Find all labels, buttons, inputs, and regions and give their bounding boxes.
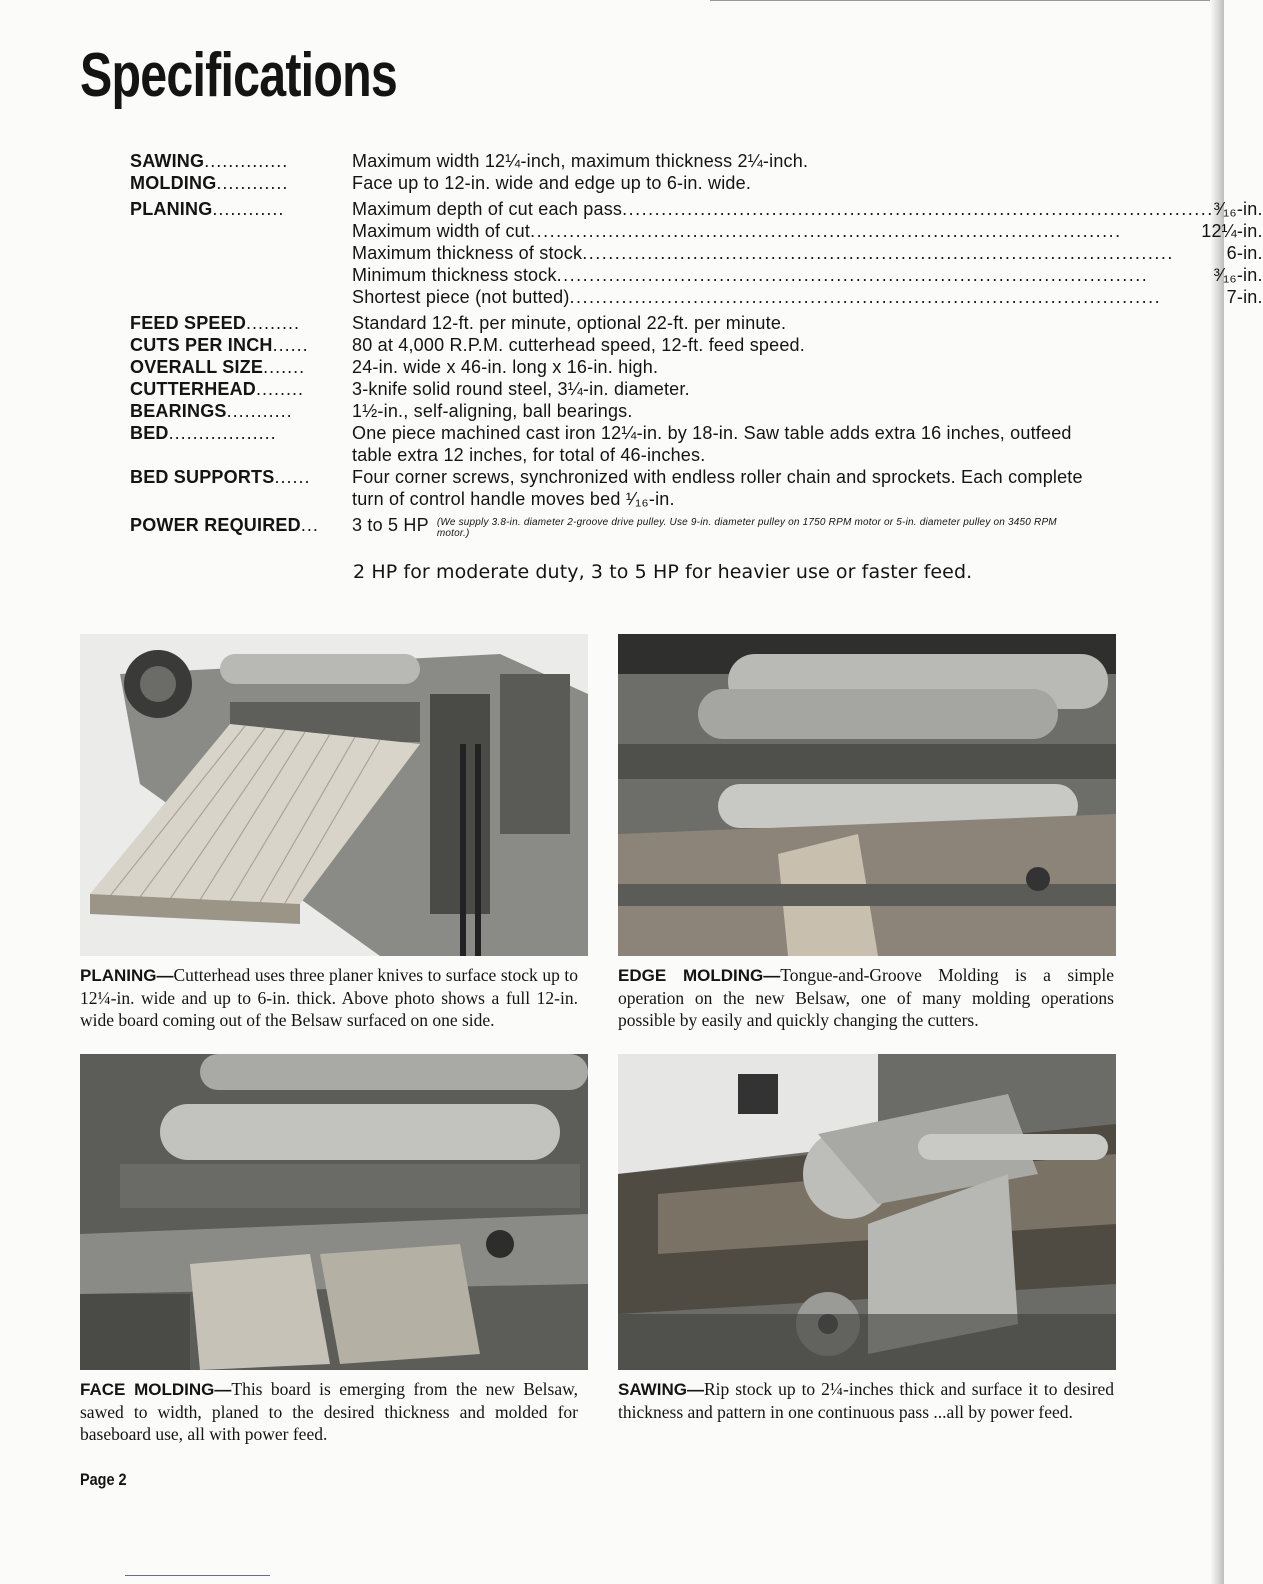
spec-row-sawing xyxy=(130,150,1090,172)
spec-value: Maximum width 12¼-inch, maximum thickness 2¼-inch. xyxy=(352,151,809,171)
leader-dots: ............ xyxy=(212,199,285,219)
caption-edge-molding xyxy=(618,964,1114,1031)
photo-edge-molding xyxy=(618,634,1116,956)
spec-label: BEARINGS xyxy=(130,401,227,421)
leader-dots: ........ xyxy=(256,379,305,399)
spec-row-power-required xyxy=(130,514,1090,539)
caption-planing xyxy=(80,964,578,1031)
spec-label: CUTTERHEAD xyxy=(130,379,256,399)
spec-value: Face up to 12-in. wide and edge up to 6-in. wide. xyxy=(352,173,752,193)
spec-label: CUTS PER INCH xyxy=(130,335,273,355)
spec-label: BED xyxy=(130,423,169,443)
spec-value: Four corner screws, synchronized with endless roller chain and sprockets. Each complete turn of control handle moves bed ¹⁄₁₆-in. xyxy=(352,467,1083,509)
spec-value: 1½-in., self-aligning, ball bearings. xyxy=(352,401,633,421)
caption-lead: FACE MOLDING— xyxy=(80,1380,232,1399)
leader-dots: ....... xyxy=(263,357,306,377)
leader-dots: ........... xyxy=(226,401,293,421)
caption-text: This board is emerging from the new Belsaw, sawed to width, planed to the desired thickness and molded for baseboard use, all with power feed. xyxy=(80,1379,578,1444)
spec-list xyxy=(130,150,1263,539)
leader-dots: .............. xyxy=(204,151,289,171)
page-title: Specifications xyxy=(80,41,397,110)
spec-row-bed-supports xyxy=(130,466,1090,510)
leader-dots: ... xyxy=(300,515,319,535)
spec-row-cuts-per-inch xyxy=(130,334,1090,356)
spec-label: MOLDING xyxy=(130,173,217,193)
spec-row-overall-size xyxy=(130,356,1090,378)
spec-value: 3-knife solid round steel, 3¼-in. diameter. xyxy=(352,379,690,399)
spec-row-molding xyxy=(130,172,1090,194)
caption-lead: SAWING— xyxy=(618,1380,704,1399)
caption-face-molding xyxy=(80,1378,578,1445)
spec-label: SAWING xyxy=(130,151,205,171)
caption-lead: PLANING— xyxy=(80,966,174,985)
leader-dots: ............ xyxy=(216,173,289,193)
caption-text: Rip stock up to 2¼-inches thick and surface it to desired thickness and pattern in one continuous pass ...all by power feed. xyxy=(618,1379,1114,1422)
spec-row-planing xyxy=(130,198,1263,308)
spec-value: 24-in. wide x 46-in. long x 16-in. high. xyxy=(352,357,659,377)
spec-label: PLANING xyxy=(130,199,213,219)
duty-line: 2 HP for moderate duty, 3 to 5 HP for heavier use or faster feed. xyxy=(353,561,973,583)
planing-item: Maximum thickness of stock ........................................................................................... 6-in. xyxy=(352,243,1263,263)
spec-value: 80 at 4,000 R.P.M. cutterhead speed, 12-ft. feed speed. xyxy=(352,335,805,355)
spec-value: Standard 12-ft. per minute, optional 22-ft. per minute. xyxy=(352,313,787,333)
spec-label: POWER REQUIRED xyxy=(130,515,301,535)
planing-item: Maximum width of cut ........................................................................................... 12¼-in. xyxy=(352,221,1263,241)
photo-planing xyxy=(80,634,588,956)
leader-dots: ......... xyxy=(246,313,301,333)
top-rule xyxy=(710,0,1210,1)
spec-row-bed xyxy=(130,422,1090,466)
caption-sawing xyxy=(618,1378,1114,1423)
spec-row-feed-speed xyxy=(130,312,1090,334)
leader-dots: ...... xyxy=(272,335,309,355)
bottom-rule xyxy=(125,1575,270,1576)
leader-dots: .................. xyxy=(168,423,277,443)
spec-row-bearings xyxy=(130,400,1090,422)
spec-label: OVERALL SIZE xyxy=(130,357,264,377)
power-footnote: (We supply 3.8-in. diameter 2-groove drive pulley. Use 9-in. diameter pulley on 1750 RPM motor or 5-in. diameter pulley on 3450 RPM motor.) xyxy=(436,517,1057,539)
spec-row-cutterhead xyxy=(130,378,1090,400)
photo-face-molding xyxy=(80,1054,588,1370)
planing-item: Maximum depth of cut each pass ........................................................................................... ³⁄₁₆-in. xyxy=(352,199,1263,219)
caption-text: Cutterhead uses three planer knives to surface stock up to 12¼-in. wide and up to 6-in. thick. Above photo shows a full 12-in. wide board coming out of the Belsaw surfaced on one side. xyxy=(80,965,578,1030)
spec-value: One piece machined cast iron 12¼-in. by 18-in. Saw table adds extra 16 inches, outfeed table extra 12 inches, for total of 46-inches. xyxy=(352,423,1072,465)
caption-text: Tongue-and-Groove Molding is a simple operation on the new Belsaw, one of many molding operations possible by easily and quickly changing the cutters. xyxy=(618,965,1115,1030)
planing-item: Minimum thickness stock ........................................................................................... ³⁄₁₆-in. xyxy=(352,265,1263,285)
photo-sawing xyxy=(618,1054,1116,1370)
caption-lead: EDGE MOLDING— xyxy=(618,966,781,985)
spec-label: BED SUPPORTS xyxy=(130,467,275,487)
spec-label: FEED SPEED xyxy=(130,313,247,333)
planing-item: Shortest piece (not butted) ........................................................................................... 7-in. xyxy=(352,287,1263,307)
page-number: Page 2 xyxy=(80,1470,127,1489)
leader-dots: ...... xyxy=(274,467,311,487)
spec-value: 3 to 5 HP xyxy=(352,515,429,535)
